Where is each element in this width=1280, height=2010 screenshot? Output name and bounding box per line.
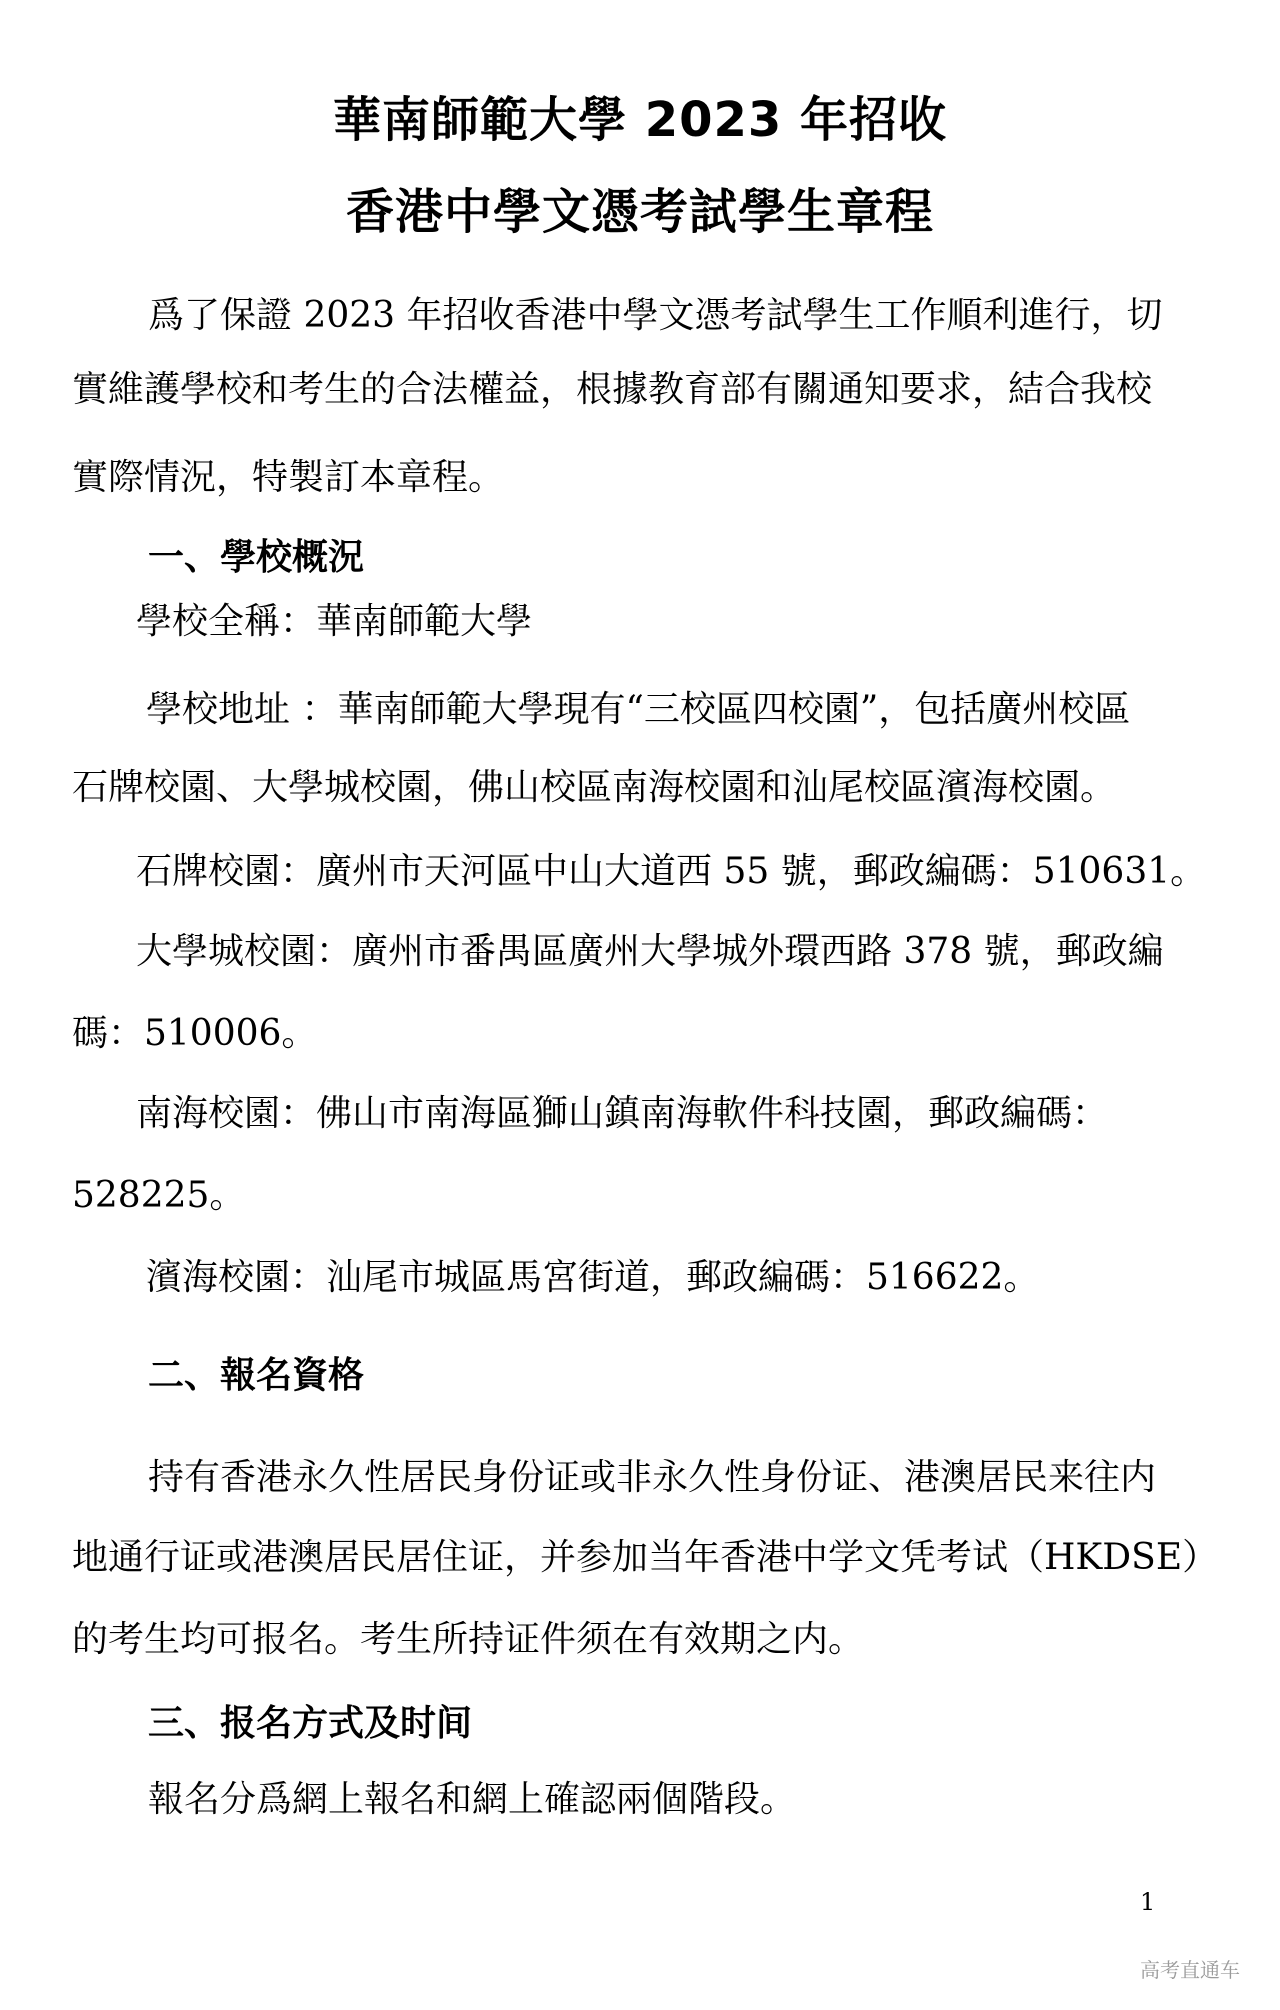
document-title-line-2: 香港中學文憑考試學生章程 [345, 184, 934, 240]
page-number: 1 [1140, 1888, 1156, 1916]
section-1-heading: 一、學校概況 [148, 537, 365, 578]
registration-paragraph: 報名分爲網上報名和網上確認兩個階段。 [148, 1779, 797, 1820]
campus-daxuecheng-line-1: 大學城校園：廣州市番禺區廣州大學城外環西路 378 號，郵政編 [136, 931, 1164, 972]
intro-line-2: 實維護學校和考生的合法權益，根據教育部有關通知要求，結合我校 [72, 369, 1153, 410]
campus-shipai: 石牌校園：廣州市天河區中山大道西 55 號，郵政編碼：510631。 [136, 851, 1207, 892]
intro-line-3: 實際情況，特製訂本章程。 [72, 457, 505, 498]
section-3-heading: 三、报名方式及时间 [148, 1703, 473, 1744]
school-address-line-2: 石牌校園、大學城校園，佛山校區南海校園和汕尾校區濱海校園。 [72, 767, 1117, 808]
intro-line-1: 爲了保證 2023 年招收香港中學文憑考試學生工作順利進行，切 [148, 295, 1163, 336]
eligibility-line-3: 的考生均可报名。考生所持证件须在有效期之内。 [72, 1619, 865, 1660]
section-2-heading: 二、報名資格 [148, 1355, 365, 1396]
watermark: 高考直通车 [1140, 1958, 1240, 1982]
eligibility-line-2: 地通行证或港澳居民居住证，并参加当年香港中学文凭考试（HKDSE） [72, 1537, 1219, 1578]
school-name: 學校全稱：華南師範大學 [136, 601, 533, 642]
document-title-line-1: 華南師範大學 2023 年招收 [332, 92, 948, 148]
campus-daxuecheng-line-2: 碼：510006。 [72, 1013, 318, 1054]
campus-nanhai-line-2: 528225。 [72, 1175, 246, 1216]
school-address-line-1: 學校地址 ：華南師範大學現有“三校區四校園”，包括廣州校區 [146, 689, 1131, 730]
eligibility-line-1: 持有香港永久性居民身份证或非永久性身份证、港澳居民来往内 [148, 1457, 1157, 1498]
campus-nanhai-line-1: 南海校園：佛山市南海區獅山鎮南海軟件科技園，郵政編碼： [136, 1093, 1109, 1134]
campus-binhai: 濱海校園：汕尾市城區馬宮街道，郵政編碼：516622。 [146, 1257, 1040, 1298]
